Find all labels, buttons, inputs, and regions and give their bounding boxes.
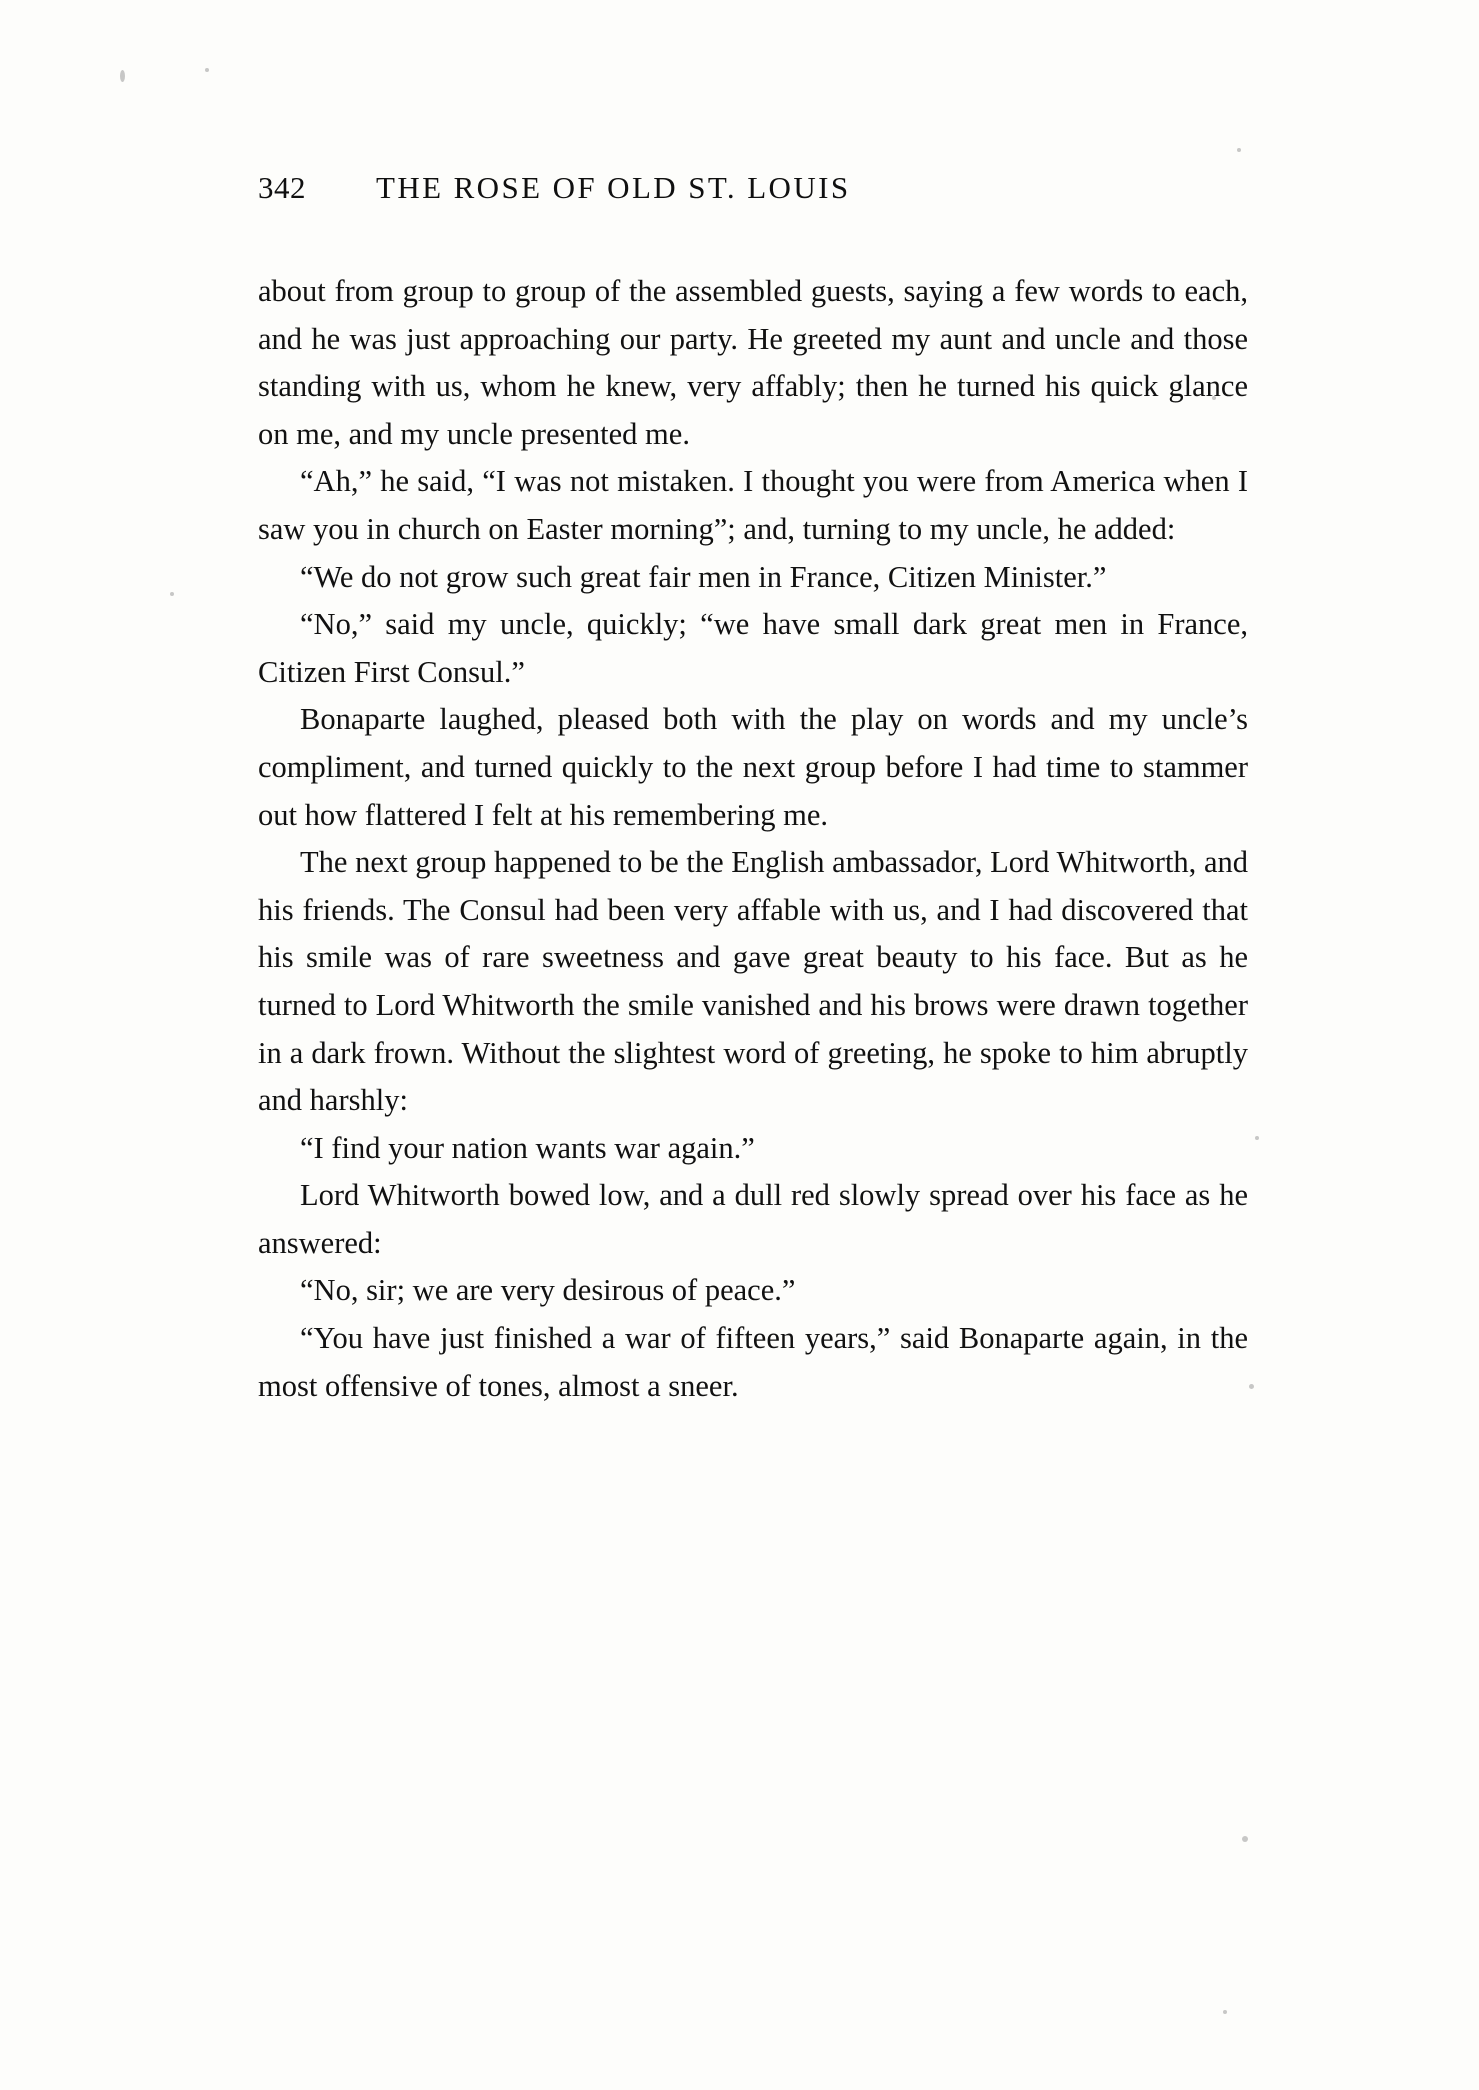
paragraph: Lord Whitworth bowed low, and a dull red slowly spread over his face as he answered: — [258, 1178, 1248, 1260]
scan-speck — [1255, 1136, 1259, 1140]
scan-speck — [1223, 2010, 1227, 2014]
scan-speck — [205, 68, 209, 72]
running-head: THE ROSE OF OLD ST. LOUIS — [376, 170, 851, 205]
body-text — [258, 268, 1248, 1410]
paragraph: “We do not grow such great fair men in France, Citizen Minister.” — [300, 559, 1107, 594]
paragraph: “No,” said my uncle, quickly; “we have small dark great men in France, Citizen First Consul.” — [258, 607, 1248, 689]
scan-speck — [1237, 148, 1241, 152]
paragraph: “No, sir; we are very desirous of peace.” — [300, 1273, 796, 1308]
scan-speck — [120, 70, 125, 82]
page-header — [258, 170, 1248, 206]
paragraph: about from group to group of the assembled guests, saying a few words to each, and he was just approaching our party. He greeted my aunt and uncle and those standing with us, whom he knew, very affably; then he turned his quick glance on me, and my uncle presented me. — [258, 274, 1248, 451]
paragraph: “Ah,” he said, “I was not mistaken. I thought you were from America when I saw you in church on Easter morning”; and, turning to my uncle, he added: — [258, 464, 1248, 546]
paragraph: Bonaparte laughed, pleased both with the play on words and my uncle’s compliment, and turned quickly to the next group before I had time to stammer out how flattered I felt at his remembering me. — [258, 702, 1248, 832]
paragraph: “I find your nation wants war again.” — [300, 1130, 755, 1165]
paragraph: “You have just finished a war of fifteen years,” said Bonaparte again, in the most offensive of tones, almost a sneer. — [258, 1321, 1248, 1403]
scan-speck — [1242, 1836, 1248, 1842]
scan-speck — [170, 592, 174, 596]
page-number: 342 — [258, 170, 306, 205]
page-content — [258, 170, 1248, 1410]
scan-speck — [1249, 1384, 1254, 1389]
paragraph: The next group happened to be the English ambassador, Lord Whitworth, and his friends. The Consul had been very affable with us, and I had discovered that his smile was of rare sweetness and gave great beauty to his face. But as he turned to Lord Whitworth the smile vanished and his brows were drawn together in a dark frown. Without the slightest word of greeting, he spoke to him abruptly and harshly: — [258, 845, 1248, 1118]
